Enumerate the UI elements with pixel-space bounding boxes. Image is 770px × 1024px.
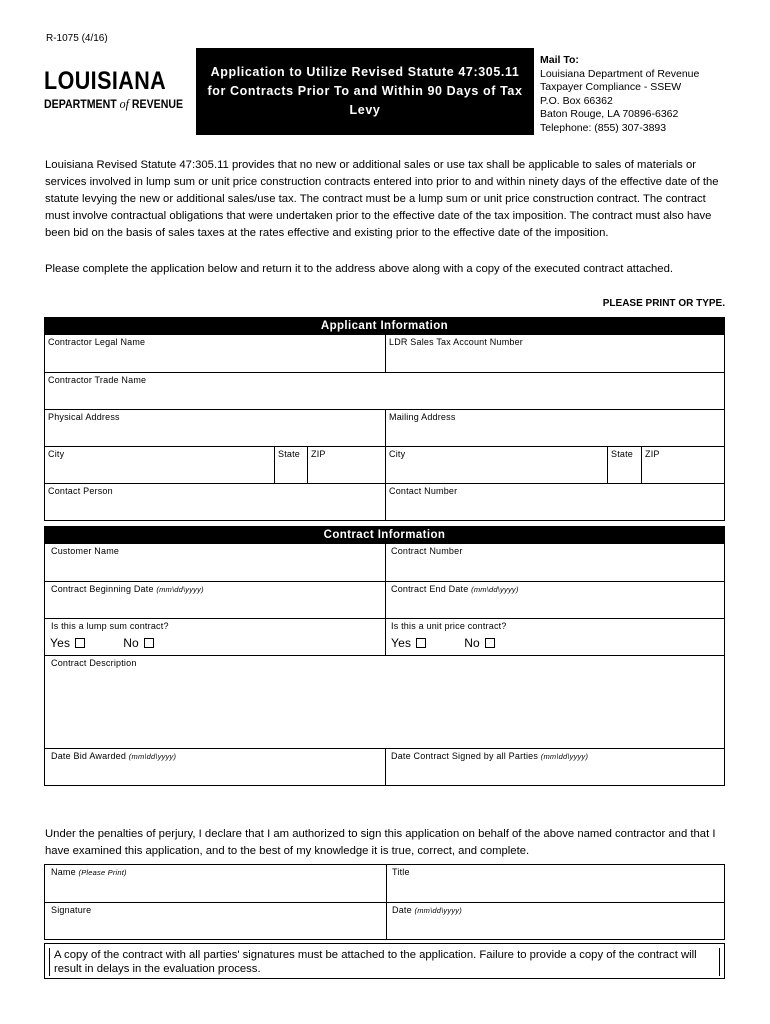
louisiana-revenue-logo [44, 68, 194, 112]
field-label: LDR Sales Tax Account Number [389, 337, 523, 347]
print-note: PLEASE PRINT OR TYPE. [602, 298, 725, 309]
mail-to-block [540, 54, 699, 135]
mail-to-line: Telephone: (855) 307-3893 [540, 121, 667, 134]
applicant-heading: Applicant Information [45, 318, 724, 335]
customer-name-field[interactable] [45, 544, 385, 581]
field-label: Contractor Legal Name [48, 337, 146, 347]
logo-sub-of: of [119, 96, 129, 111]
signature-row [45, 865, 724, 902]
field-label: State [611, 449, 634, 459]
date-format-hint: (mm\dd\yyyy) [128, 752, 177, 761]
contract-row [45, 581, 724, 618]
applicant-row [45, 372, 724, 409]
contractor-legal-name-field[interactable] [45, 335, 385, 372]
field-label: Contract Beginning Date [51, 584, 154, 594]
field-label: Contract Description [51, 658, 137, 668]
field-label: ZIP [645, 449, 660, 459]
instructions-paragraph: Please complete the application below and return it to the address above along with a copy of the executed contract attached. [45, 263, 674, 275]
lump-sum-yes-checkbox[interactable] [75, 638, 85, 648]
field-label: Customer Name [51, 546, 120, 556]
mailing-city-field[interactable] [385, 447, 607, 483]
date-format-hint: (mm\dd\yyyy) [471, 585, 519, 594]
unit-price-question [385, 619, 724, 655]
applicant-section [44, 317, 725, 521]
physical-address-field[interactable] [45, 410, 385, 446]
applicant-row [45, 335, 724, 372]
contract-description-field[interactable] [45, 656, 724, 748]
field-label: Date Bid Awarded [51, 751, 127, 761]
mailing-zip-field[interactable] [641, 447, 724, 483]
field-label: State [278, 449, 301, 459]
contractor-trade-name-field[interactable] [45, 373, 724, 409]
mail-to-line: Taxpayer Compliance - SSEW [540, 81, 682, 93]
physical-city-field[interactable] [45, 447, 274, 483]
no-label: No [464, 636, 480, 650]
mail-to-line: Baton Rouge, LA 70896-6362 [540, 108, 679, 120]
logo-sub-pre: DEPARTMENT [44, 99, 120, 111]
field-label: Name [51, 867, 76, 877]
contract-row [45, 655, 724, 748]
field-label: Contractor Trade Name [48, 375, 147, 385]
yes-label: Yes [50, 636, 71, 650]
date-format-hint: (mm\dd\yyyy) [540, 752, 589, 761]
perjury-statement: Under the penalties of perjury, I declare that I am authorized to sign this application on behalf of the above named contractor and that I have examined this application, and to the best of my knowledge it is true, correct, and complete. [45, 828, 716, 857]
contract-row [45, 748, 724, 785]
applicant-row [45, 409, 724, 446]
lump-sum-options [50, 636, 154, 650]
unit-price-yes-checkbox[interactable] [416, 638, 426, 648]
name-field[interactable] [45, 865, 386, 902]
signature-section [44, 864, 725, 940]
date-contract-signed-field[interactable] [385, 749, 724, 785]
contract-beginning-date-field[interactable] [45, 582, 385, 618]
field-label: Signature [51, 905, 92, 915]
date-format-hint: (mm\dd\yyyy) [414, 906, 462, 915]
field-label: ZIP [311, 449, 326, 459]
contact-number-field[interactable] [385, 484, 724, 520]
signature-row [45, 902, 724, 939]
field-label: Mailing Address [389, 412, 456, 422]
form-title: Application to Utilize Revised Statute 47:305.11 for Contracts Prior To and Within 90 Days of Tax Levy [207, 65, 523, 117]
contract-copy-notice [44, 943, 725, 979]
contact-person-field[interactable] [45, 484, 385, 520]
unit-price-options [391, 636, 495, 650]
field-label: Date Contract Signed by all Parties [391, 751, 539, 761]
signature-field[interactable] [45, 903, 386, 939]
mail-to-heading: Mail To: [540, 54, 579, 66]
contract-row [45, 544, 724, 581]
logo-sub-text [44, 96, 182, 112]
field-label: Contract Number [391, 546, 463, 556]
field-label: Date [392, 905, 412, 915]
field-label: Contact Number [389, 486, 458, 496]
contract-end-date-field[interactable] [385, 582, 724, 618]
field-label: Is this a lump sum contract? [51, 621, 169, 631]
contract-number-field[interactable] [385, 544, 724, 581]
mailing-state-field[interactable] [607, 447, 641, 483]
mail-to-line: P.O. Box 66362 [540, 94, 613, 107]
field-label: Contact Person [48, 486, 113, 496]
field-label: Physical Address [48, 412, 120, 422]
field-label: Is this a unit price contract? [391, 621, 507, 631]
form-title-banner [196, 48, 534, 135]
logo-main-text: LOUISIANA [44, 67, 167, 95]
name-hint: (Please Print) [78, 868, 127, 877]
ldr-account-number-field[interactable] [385, 335, 724, 372]
mailing-address-field[interactable] [385, 410, 724, 446]
field-label: Title [392, 867, 410, 877]
contract-heading: Contract Information [45, 527, 724, 544]
field-label: Contract End Date [391, 584, 469, 594]
lump-sum-no-checkbox[interactable] [144, 638, 154, 648]
date-bid-awarded-field[interactable] [45, 749, 385, 785]
signature-date-field[interactable] [386, 903, 724, 939]
mail-to-line: Louisiana Department of Revenue [540, 67, 700, 80]
intro-paragraph: Louisiana Revised Statute 47:305.11 provides that no new or additional sales or use tax shall be applicable to sales of materials or services involved in lump sum or unit price construction contracts entered into prior to and within ninety days of the effective date of the statute levying the new or additional sales/use tax. The contract must be a lump sum or unit price construction contract. The contract must involve contractual obligations that were undertaken prior to the effective date of the tax imposition. The contract must also have been bid on the basis of sales taxes at the rates effective and existing prior to the effective date of the imposition. [45, 159, 719, 239]
no-label: No [123, 636, 139, 650]
field-label: City [48, 449, 65, 459]
unit-price-no-checkbox[interactable] [485, 638, 495, 648]
contract-section [44, 526, 725, 786]
yes-label: Yes [391, 636, 412, 650]
logo-sub-post: REVENUE [128, 99, 184, 111]
lump-sum-question [45, 619, 385, 655]
form-code: R-1075 (4/16) [46, 33, 108, 44]
field-label: City [389, 449, 406, 459]
date-format-hint: (mm\dd\yyyy) [156, 585, 204, 594]
title-field[interactable] [386, 865, 724, 902]
physical-zip-field[interactable] [307, 447, 385, 483]
applicant-row [45, 446, 724, 483]
notice-text: A copy of the contract with all parties' signatures must be attached to the application. Failure to provide a copy of the contract will result in delays in the evaluation process. [49, 948, 720, 976]
contract-row [45, 618, 724, 655]
physical-state-field[interactable] [274, 447, 307, 483]
applicant-row [45, 483, 724, 520]
